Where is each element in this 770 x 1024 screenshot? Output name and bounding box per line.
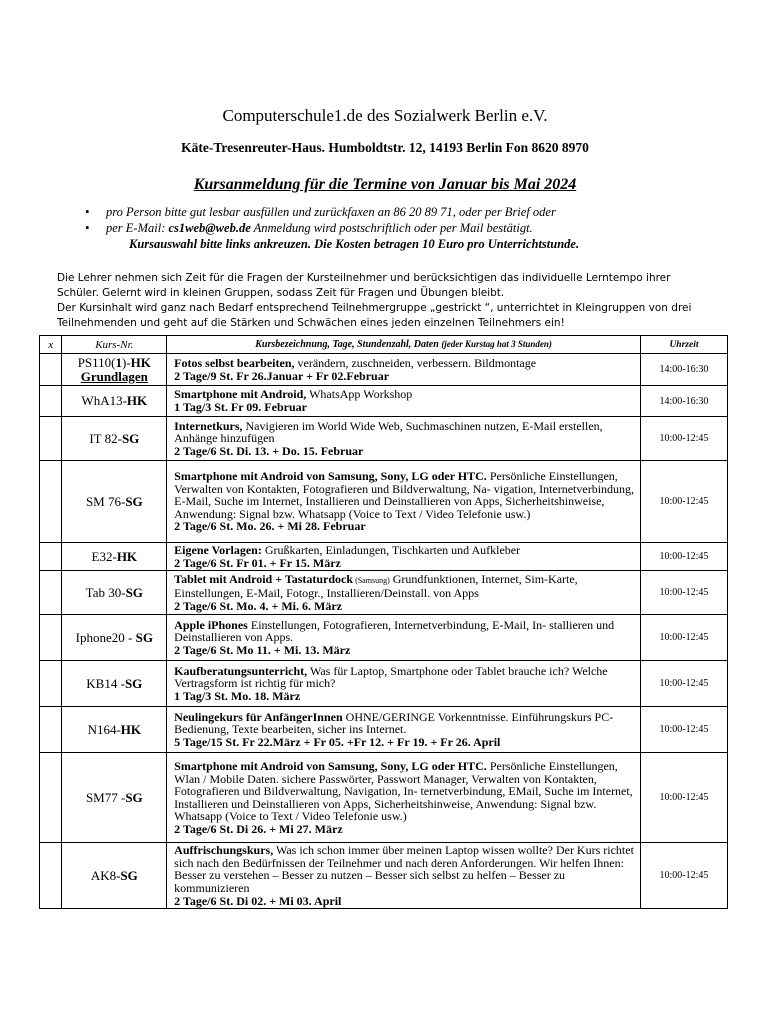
course-details: Navigieren im World Wide Web, Suchmaschinen nutzen, E-Mail erstellen, Anhänge hinzufügen: [174, 418, 603, 446]
course-description: [167, 753, 641, 843]
select-checkbox-cell[interactable]: [40, 543, 62, 571]
course-selection-note: Kursauswahl bitte links ankreuzen. Die Kosten betragen 10 Euro pro Unterrichtstunde.: [129, 237, 580, 251]
course-time: 10:00-12:45: [640, 615, 727, 661]
course-details: Grußkarten, Einladungen, Tischkarten und Aufkleber: [261, 543, 521, 557]
course-name: Eigene Vorlagen:: [174, 543, 262, 557]
instruction-fax: pro Person bitte gut lesbar ausfüllen und zurückfaxen an 86 20 89 71, oder per Brief oder: [106, 205, 556, 219]
select-checkbox-cell[interactable]: [40, 571, 62, 615]
course-details: Einstellungen, Fotografieren, Internetverbindung, E-Mail, In- stallieren und Deinstallieren von Apps.: [174, 617, 615, 645]
course-dates: 1 Tag/3 St. Mo. 18. März: [174, 688, 301, 703]
course-description: [167, 461, 641, 543]
table-row: [40, 707, 728, 753]
table-header-row: [40, 336, 728, 354]
course-time: 10:00-12:45: [640, 843, 727, 909]
course-time: 14:00-16:30: [640, 386, 727, 417]
course-dates: 2 Tage/6 St. Mo 11. + Mi. 13. März: [174, 642, 351, 657]
course-name: Internetkurs,: [174, 418, 243, 433]
course-name: Smartphone mit Android von Samsung, Sony, LG oder HTC.: [174, 758, 487, 773]
intro-text: [57, 271, 737, 331]
instruction-email-suffix: Anmeldung wird postschriftlich oder per Mail bestätigt.: [250, 221, 533, 235]
organization-name: Computerschule1.de des Sozialwerk Berlin e.V.: [222, 106, 548, 125]
course-number: WhA13-HK: [62, 386, 167, 417]
table-row: [40, 753, 728, 843]
table-row: [40, 571, 728, 615]
course-number: IT 82-SG: [62, 417, 167, 461]
course-dates: 1 Tag/3 St. Fr 09. Februar: [174, 400, 307, 414]
form-title: Kursanmeldung für die Termine von Januar bis Mai 2024: [193, 176, 577, 193]
course-number: Tab 30-SG: [62, 571, 167, 615]
table-row: [40, 386, 728, 417]
course-number: Iphone20 - SG: [62, 615, 167, 661]
header-time: Uhrzeit: [640, 336, 727, 354]
select-checkbox-cell[interactable]: [40, 461, 62, 543]
course-description: [167, 843, 641, 909]
intro-line: Schüler. Gelernt wird in kleinen Gruppen, sodass Zeit für Fragen und Übungen bleibt.: [57, 287, 505, 299]
instruction-email-prefix: per E-Mail:: [106, 221, 169, 235]
bullet-icon: •: [85, 221, 90, 235]
course-time: 10:00-12:45: [640, 571, 727, 615]
course-number: KB14 -SG: [62, 661, 167, 707]
course-time: 10:00-12:45: [640, 707, 727, 753]
course-dates: 2 Tage/6 St. Mo. 26. + Mi 28. Februar: [174, 519, 366, 534]
course-details: verändern, zuschneiden, verbessern. Bildmontage: [294, 355, 537, 370]
table-row: [40, 461, 728, 543]
select-checkbox-cell[interactable]: [40, 753, 62, 843]
instruction-item: [85, 220, 685, 236]
course-details: Persönliche Einstellungen, Verwalten von Kontakten, Fotografieren und Bildverwaltung, Na- vigation, Internetverbindung, E-Mail, Suche im Internet, Installieren und Deinstallieren von Apps, Sicherheitshinweise, Anwendung: Signal bzw. Whatsapp (Voice to Text / Video Telefonie usw.): [174, 469, 635, 521]
course-time: 10:00-12:45: [640, 753, 727, 843]
header-course-number: Kurs-Nr.: [62, 336, 167, 354]
course-table: [39, 335, 728, 909]
course-description: [167, 615, 641, 661]
intro-line: Der Kursinhalt wird ganz nach Bedarf entsprechend Teilnehmergruppe „gestrickt “, unterrichtet in Kleingruppen von drei: [57, 302, 692, 314]
course-name: Apple iPhones: [174, 617, 248, 632]
course-description: [167, 417, 641, 461]
table-row: [40, 543, 728, 571]
instruction-item: [85, 204, 685, 220]
course-dates: 2 Tage/9 St. Fr 26.Januar + Fr 02.Februar: [174, 368, 390, 383]
intro-line: Teilnehmenden und geht auf die Stärken und Schwächen eines jeden einzelnen Teilnehmers ein!: [57, 317, 565, 329]
select-checkbox-cell[interactable]: [40, 354, 62, 386]
course-details: WhatsApp Workshop: [306, 387, 413, 402]
course-details: Grundfunktionen, Internet, Sim-Karte, Einstellungen, E-Mail, Fotogr., Installieren/Deinstall. von Apps: [174, 571, 578, 601]
course-description: Tablet mit Android + Tastaturdock (Samsung) Grundfunktionen, Internet, Sim-Karte, Einstellungen, E-Mail, Fotogr., Installieren/Deinstall. von Apps 2 Tage/6 St. Mo. 4. + Mi. 6. März: [167, 571, 641, 615]
course-description: [167, 386, 641, 417]
table-row: [40, 843, 728, 909]
course-time: 10:00-12:45: [640, 461, 727, 543]
course-description: [167, 707, 641, 753]
course-number: SM77 -SG: [62, 753, 167, 843]
course-dates: 2 Tage/6 St. Fr 01. + Fr 15. März: [174, 555, 341, 570]
instructions-list: [85, 204, 685, 252]
header-select: x: [40, 336, 62, 354]
course-number: N164-HK: [62, 707, 167, 753]
select-checkbox-cell[interactable]: [40, 707, 62, 753]
course-dates: 5 Tage/15 St. Fr 22.März + Fr 05. +Fr 12. + Fr 19. + Fr 26. April: [174, 734, 501, 749]
select-checkbox-cell[interactable]: [40, 661, 62, 707]
course-number: PS110(1)-HK Grundlagen: [62, 354, 167, 386]
address-line: Käte-Tresenreuter-Haus. Humboldtstr. 12, 14193 Berlin Fon 8620 8970: [181, 140, 589, 155]
email-address: cs1web@web.de: [168, 221, 251, 235]
intro-line: Die Lehrer nehmen sich Zeit für die Fragen der Kursteilnehmer und berücksichtigen das individuelle Lerntempo ihrer: [57, 272, 671, 284]
course-details: OHNE/GERINGE Vorkenntnisse. Einführungskurs PC-Bedienung, Texte bearbeiten, sicher ins Internet.: [174, 709, 614, 737]
course-number: AK8-SG: [62, 843, 167, 909]
select-checkbox-cell[interactable]: [40, 843, 62, 909]
table-row: [40, 354, 728, 386]
course-name: Fotos selbst bearbeiten,: [174, 355, 295, 370]
select-checkbox-cell[interactable]: [40, 615, 62, 661]
course-name: Smartphone mit Android,: [174, 387, 307, 402]
course-details: Was ich schon immer über meinen Laptop wissen wollte? Der Kurs richtet sich nach den Bedürfnissen der Teilnehmer und nach deren Anforderungen. Wir helfen Ihnen: Besser zu verstehen – Besser zu nutzen – Besser sich selbst zu helfen – Besser zu kommunizieren: [174, 843, 634, 895]
course-dates: 2 Tage/6 St. Di 02. + Mi 03. April: [174, 893, 342, 908]
course-number: E32-HK: [62, 543, 167, 571]
course-dates: 2 Tage/6 St. Di. 13. + Do. 15. Februar: [174, 443, 364, 458]
table-row: [40, 615, 728, 661]
course-dates: 2 Tage/6 St. Di 26. + Mi 27. März: [174, 821, 343, 836]
course-description: [167, 661, 641, 707]
select-checkbox-cell[interactable]: [40, 417, 62, 461]
select-checkbox-cell[interactable]: [40, 386, 62, 417]
header-course-description: Kursbezeichnung, Tage, Stundenzahl, Daten (jeder Kurstag hat 3 Stunden): [167, 336, 641, 354]
course-name: Smartphone mit Android von Samsung, Sony, LG oder HTC.: [174, 469, 487, 484]
course-details: Persönliche Einstellungen, Wlan / Mobile Daten. sichere Passwörter, Passwort Manager, Verwalten von Kontakten, Fotografieren und Bildverwaltung, Navigation, In- ternetverbindung, EMail, Suche im Internet, Installieren und Deinstallieren von Apps, Sicherheitshinweise, Anwendung: Signal bzw. Whatsapp (Voice to Text / Video Telefonie usw.): [174, 758, 633, 824]
table-row: [40, 661, 728, 707]
course-time: 10:00-12:45: [640, 661, 727, 707]
course-name: Tablet mit Android + Tastaturdock: [174, 571, 354, 586]
bullet-icon: •: [85, 205, 90, 219]
course-time: 10:00-12:45: [640, 417, 727, 461]
course-name: Kaufberatungsunterricht,: [174, 663, 308, 678]
course-time: 10:00-12:45: [640, 543, 727, 571]
table-row: [40, 417, 728, 461]
course-name: Neulingekurs für AnfängerInnen: [174, 709, 343, 724]
course-dates: 2 Tage/6 St. Mo. 4. + Mi. 6. März: [174, 598, 342, 613]
course-number: SM 76-SG: [62, 461, 167, 543]
course-description: [167, 354, 641, 386]
course-details: Was für Laptop, Smartphone oder Tablet brauche ich? Welche Vertragsform ist richtig für mich?: [174, 663, 608, 691]
course-description: [167, 543, 641, 571]
course-name: Auffrischungskurs,: [174, 843, 274, 858]
course-time: 14:00-16:30: [640, 354, 727, 386]
